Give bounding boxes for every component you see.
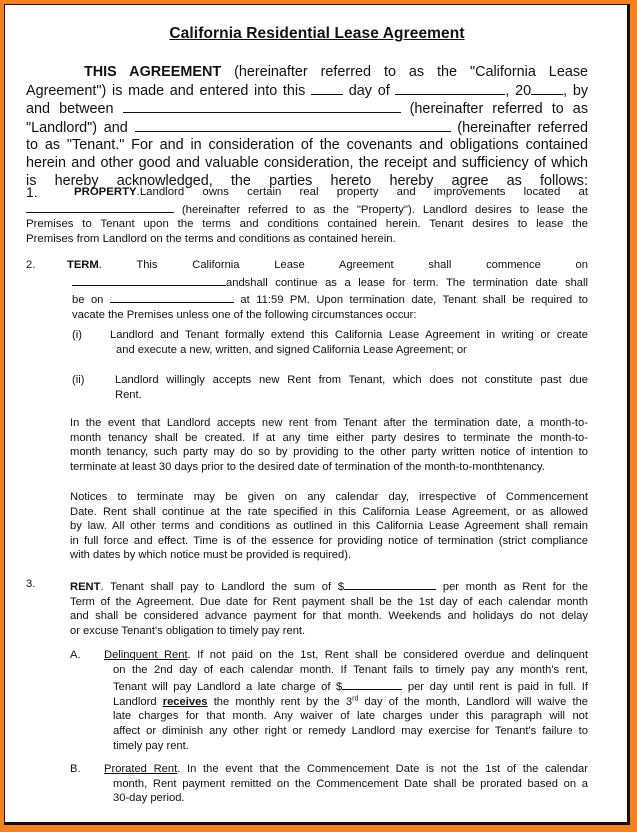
item-ii	[115, 373, 588, 402]
item-i-line-1: Landlord and Tenant formally extend this California Lease Agreement in writing or create	[110, 329, 588, 341]
prorated-rent-heading: Prorated Rent	[104, 763, 178, 775]
month-blank[interactable]	[395, 82, 505, 95]
holdover-paragraph: In the event that Landlord accepts new rent from Tenant after the termination date, a month-to- month tenancy shall be created. If at any time either party desires to terminate the month-to- month tenancy, such party may do so by providing to the other party written notice of intention to terminate at least 30 days prior to the desired date of termination of the month-to-monthtenancy.	[70, 417, 588, 473]
section-3-number: 3.	[26, 578, 36, 590]
section-2-number: 2.	[26, 259, 36, 271]
section-2-line-2: andshall continue as a lease for term. The termination date shall	[67, 273, 588, 291]
section-3-rent: RENT. Tenant shall pay to Landlord the sum of $ per month as Rent for the Term of the Agreement. Due date for Rent payment shall be the 1st day of each calendar month and shall be considered advance payment for that month. Weekends and holidays do not delay or excuse Tenant's obligation to timely pay rent.	[70, 577, 588, 638]
receives-emphasis: receives	[162, 695, 208, 708]
termination-date-blank[interactable]	[110, 290, 234, 303]
section-2-line-3: be on at 11:59 PM. Upon termination date, Tenant shall be required to	[67, 290, 588, 308]
intro-line-6: herein and other good and valuable consideration, the receipt and sufficiency of which	[26, 154, 588, 171]
year-blank[interactable]	[531, 82, 563, 95]
intro-line-7: is hereby acknowledged, the parties hereto hereby agree as follows:	[26, 172, 588, 189]
item-i-line-2: and execute a new, written, and signed California Lease Agreement; or	[116, 343, 467, 356]
item-ii-line-1: Landlord willingly accepts new Rent from Tenant, which does not constitute past due	[115, 374, 588, 386]
section-2-line-4: vacate the Premises unless one of the following circumstances occur:	[72, 308, 417, 321]
section-1-line-4: Premises from Landlord on the terms and conditions as contained herein.	[26, 232, 396, 245]
delinquent-rent: Delinquent Rent. If not paid on the 1st, Rent shall be considered overdue and delinquent on the 2nd day of each calendar month. If Tenant fails to timely pay any month's rent, Tenant will pay Landlord a late charge of $ per day until rent is paid in full. If Landlord receives the monthly rent by the 3rd day of the month, Landlord will waive the late charges for that month. Any waiver of late charges under this paragraph will not affect or diminish any other right or remedy Landlord may exercise for Tenant's failure to timely pay rent.	[104, 649, 589, 752]
commencement-date-blank[interactable]	[72, 273, 226, 286]
intro-line-4: "Landlord") and (hereinafter referred	[26, 119, 589, 136]
notices-paragraph: Notices to terminate may be given on any calendar day, irrespective of Commencement Date. Rent shall continue at the rate specified in this California Lease Agreement, or as allowed by law. All other terms and conditions as outlined in this California Lease Agreement shall remain in full force and effect. Time is of the essence for providing notice of termination (strict compliance with dates by which notice must be provided is required).	[70, 491, 588, 562]
intro-line-1: THIS AGREEMENT (hereinafter referred to as the "California Lease	[84, 64, 589, 80]
intro-line-5: to as "Tenant." For and in consideration of the covenants and obligations contained	[26, 137, 588, 154]
item-ii-line-2: Rent.	[115, 388, 142, 401]
prorated-rent: Prorated Rent. In the event that the Commencement Date is not the 1st of the calendar month, Rent payment remitted on the Commencement Date shall be prorated based on a 30-day period.	[104, 763, 588, 805]
tenant-name-blank[interactable]	[135, 119, 451, 132]
day-blank[interactable]	[311, 82, 343, 95]
section-2-term	[67, 258, 588, 322]
section-2-heading: TERM	[67, 259, 99, 271]
section-1-line-2: (hereinafter referred to as the "Property"). Landlord desires to lease the	[26, 200, 588, 218]
section-1-heading: PROPERTY	[74, 186, 137, 198]
delinquent-rent-heading: Delinquent Rent	[104, 649, 188, 661]
intro-paragraph	[26, 64, 588, 190]
section-1-number: 1.	[26, 184, 38, 200]
section-2-line-1: TERM. This California Lease Agreement shall commence on	[67, 259, 588, 271]
section-1-line-1: PROPERTY.Landlord owns certain real property and improvements located at	[74, 186, 588, 198]
intro-line-3: and between (hereinafter referred to as	[26, 101, 589, 118]
item-i-marker: (i)	[72, 329, 82, 341]
sub-a-marker: A.	[70, 649, 81, 661]
section-3-heading: RENT	[70, 581, 101, 593]
section-3-line-1: RENT. Tenant shall pay to Landlord the sum of $ per month as Rent for the	[70, 577, 588, 595]
property-address-blank[interactable]	[26, 200, 174, 213]
monthly-rent-blank[interactable]	[344, 577, 436, 590]
late-charge-blank[interactable]	[342, 677, 402, 690]
document-title: California Residential Lease Agreement	[169, 25, 465, 42]
sub-b-marker: B.	[70, 763, 81, 775]
item-i	[110, 328, 588, 357]
section-1-property	[26, 185, 588, 246]
document-page	[4, 4, 630, 825]
frame-border-left	[4, 4, 5, 822]
item-ii-marker: (ii)	[72, 374, 85, 386]
frame-border-top	[4, 4, 627, 5]
landlord-name-blank[interactable]	[123, 100, 401, 113]
intro-line-2: Agreement") is made and entered into this day of , 20 , by	[26, 82, 589, 99]
section-1-line-3: Premises to Tenant upon the terms and conditions contained herein. Tenant desires to lease the	[26, 218, 588, 231]
intro-lead: THIS AGREEMENT	[84, 64, 222, 80]
